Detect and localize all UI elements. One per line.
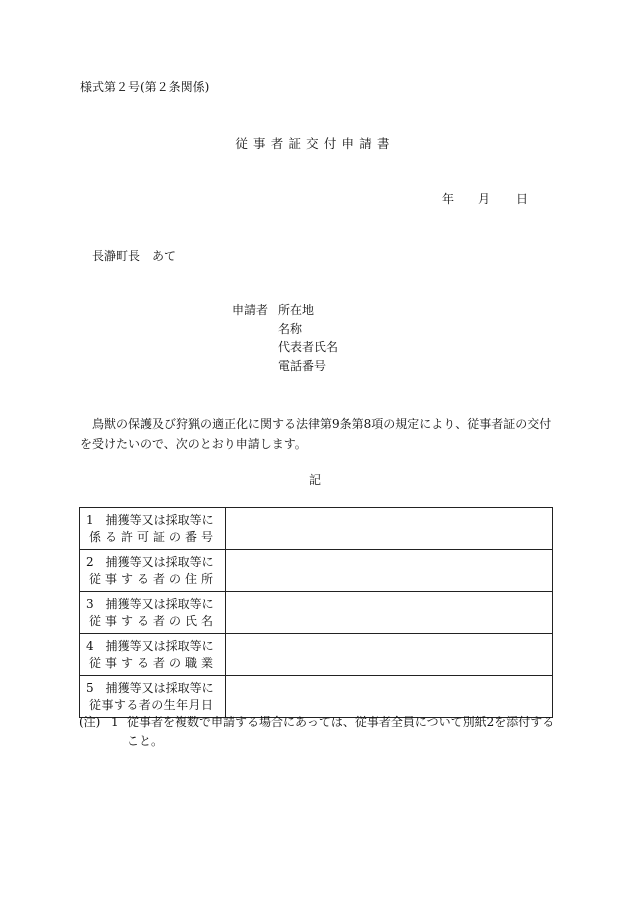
addressee: 長瀞町長 あて xyxy=(92,249,177,263)
note-head: (注) xyxy=(79,715,101,729)
row-label-line1: 4 捕獲等又は採取等に xyxy=(86,638,214,653)
row-label xyxy=(80,550,226,592)
table-row xyxy=(80,508,553,550)
row-label-line2: 従事する者の氏名 xyxy=(89,613,213,628)
applicant-field-name: 名称 xyxy=(278,321,303,336)
row-label xyxy=(80,508,226,550)
table-row xyxy=(80,550,553,592)
applicant-field-phone: 電話番号 xyxy=(278,358,327,373)
table-row xyxy=(80,634,553,676)
date-month: 月 xyxy=(478,192,491,206)
date-day: 日 xyxy=(516,192,529,206)
detail-table xyxy=(79,507,553,718)
note-number: 1 xyxy=(111,715,119,729)
worker-name-field[interactable] xyxy=(226,592,553,634)
row-label-line2: 従事する者の職業 xyxy=(89,655,213,670)
permit-number-field[interactable] xyxy=(226,508,553,550)
row-label-line1: 5 捕獲等又は採取等に xyxy=(86,680,214,695)
applicant-field-address: 所在地 xyxy=(278,303,315,317)
form-number: 様式第２号(第２条関係) xyxy=(80,80,210,94)
row-label-line1: 1 捕獲等又は採取等に xyxy=(86,512,214,527)
ki-mark: 記 xyxy=(308,473,321,487)
date-line xyxy=(442,192,528,206)
table-row xyxy=(80,592,553,634)
row-label xyxy=(80,634,226,676)
note-text-line1: 従事者を複数で申請する場合にあっては、従事者全員について別紙2を添付する xyxy=(127,715,555,729)
applicant-field-representative: 代表者氏名 xyxy=(278,340,339,354)
row-label-line2: 従事する者の住所 xyxy=(89,571,213,586)
note xyxy=(79,713,559,751)
row-label-line1: 2 捕獲等又は採取等に xyxy=(86,554,214,569)
worker-birthdate-field[interactable] xyxy=(226,676,553,718)
table-row xyxy=(80,676,553,718)
worker-address-field[interactable] xyxy=(226,550,553,592)
applicant-block xyxy=(232,303,338,377)
row-label xyxy=(80,676,226,718)
row-label-line1: 3 捕獲等又は採取等に xyxy=(86,596,214,611)
row-label xyxy=(80,592,226,634)
document-title: 従事者証交付申請書 xyxy=(235,136,395,151)
row-label-line2: 係る許可証の番号 xyxy=(89,529,213,544)
note-text-line2: こと。 xyxy=(127,734,164,748)
date-year: 年 xyxy=(442,192,455,206)
worker-occupation-field[interactable] xyxy=(226,634,553,676)
applicant-label: 申請者 xyxy=(232,303,269,317)
row-label-line2: 従事する者の生年月日 xyxy=(89,697,213,712)
body-text: 鳥獣の保護及び狩猟の適正化に関する法律第9条第8項の規定により、従事者証の交付を受けたいので、次のとおり申請します。 xyxy=(80,417,552,451)
